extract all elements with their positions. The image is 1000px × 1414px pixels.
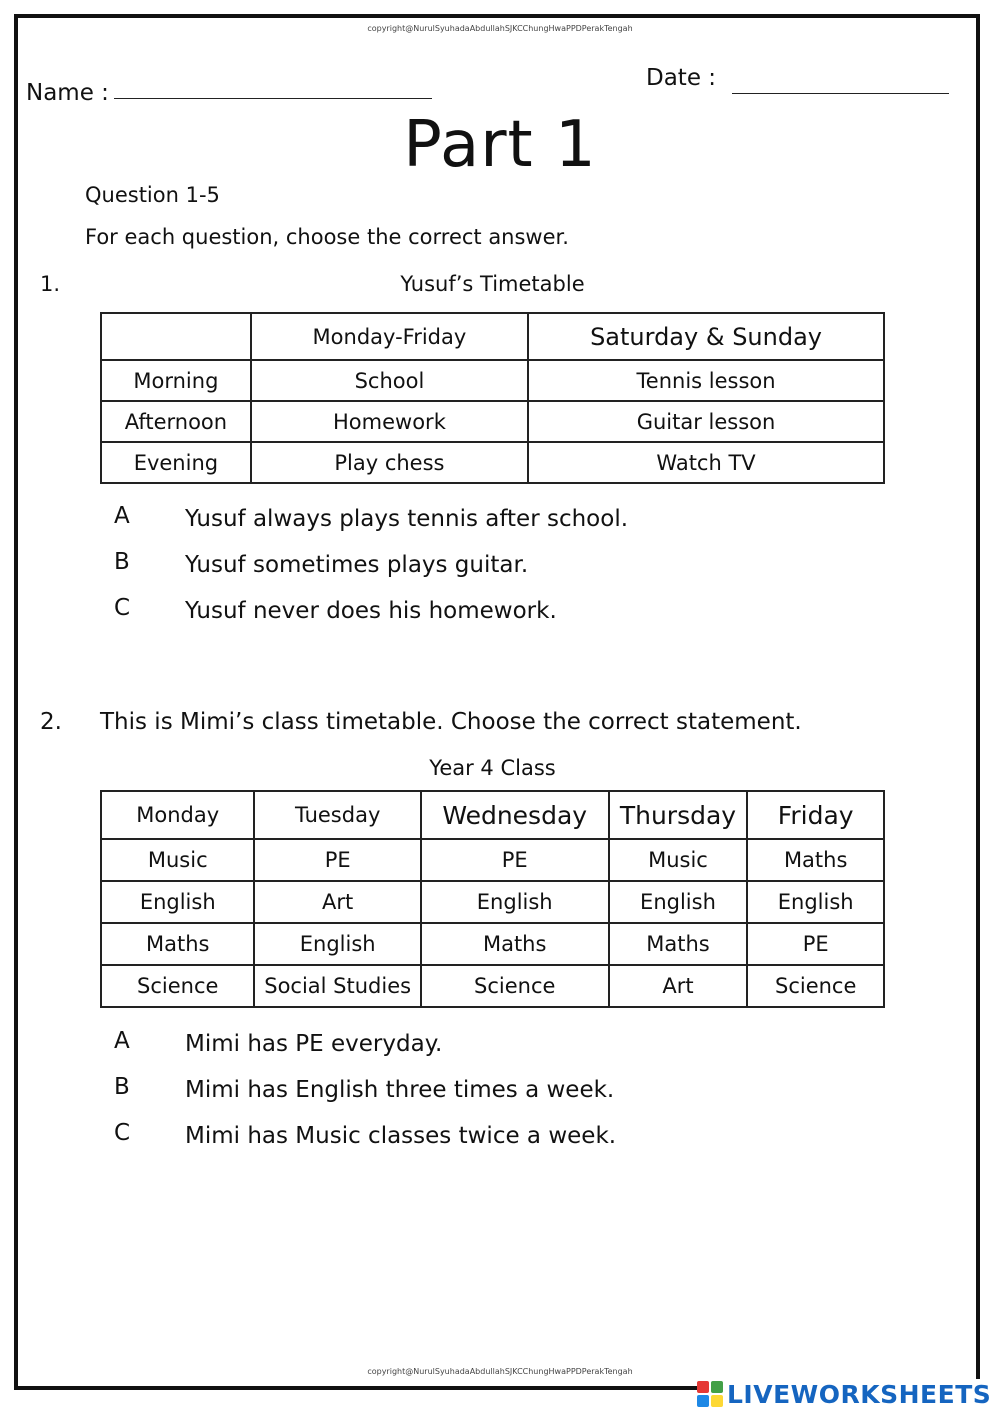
q1-option-a-letter: A <box>114 503 130 529</box>
q2-table-title: Year 4 Class <box>429 756 556 780</box>
copyright-bottom: copyright@NurulSyuhadaAbdullahSJKCChungHwaPPDPerakTengah <box>367 1367 633 1376</box>
table-row <box>101 965 884 1007</box>
q2-option-b[interactable]: Mimi has English three times a week. <box>185 1077 615 1103</box>
logo-square <box>697 1395 709 1407</box>
date-field[interactable] <box>732 93 949 94</box>
q2-option-c[interactable]: Mimi has Music classes twice a week. <box>185 1123 617 1149</box>
q2-option-c-letter: C <box>114 1120 131 1146</box>
q1-option-b-letter: B <box>114 549 130 575</box>
q1-option-b[interactable]: Yusuf sometimes plays guitar. <box>185 552 529 578</box>
table-cell: Homework <box>251 401 528 442</box>
liveworksheets-logo[interactable] <box>697 1379 997 1409</box>
logo-text: LIVEWORKSHEETS <box>727 1379 992 1409</box>
table-cell: Play chess <box>251 442 528 483</box>
table-cell: Tennis lesson <box>528 360 884 401</box>
table-cell: PE <box>254 839 420 881</box>
header-cell: Saturday & Sunday <box>528 313 884 360</box>
table-cell: Art <box>609 965 748 1007</box>
table-row <box>101 923 884 965</box>
table-row <box>101 442 884 483</box>
name-field[interactable] <box>114 98 432 99</box>
date-label: Date : <box>646 65 717 91</box>
question-range: Question 1-5 <box>85 183 220 207</box>
table-cell: Evening <box>101 442 251 483</box>
table-cell: English <box>101 881 254 923</box>
header-cell: Wednesday <box>421 791 609 839</box>
q2-option-b-letter: B <box>114 1074 130 1100</box>
table-cell: PE <box>747 923 884 965</box>
table-row <box>101 401 884 442</box>
table-cell: PE <box>421 839 609 881</box>
q1-option-c[interactable]: Yusuf never does his homework. <box>185 598 557 624</box>
year4-timetable <box>100 790 885 1008</box>
table-row <box>101 839 884 881</box>
liveworksheets-icon <box>697 1381 723 1407</box>
table-cell: Science <box>101 965 254 1007</box>
table-cell: English <box>421 881 609 923</box>
table-cell: English <box>254 923 420 965</box>
table-header-row <box>101 313 884 360</box>
instructions: For each question, choose the correct answer. <box>85 225 569 249</box>
table-header-row <box>101 791 884 839</box>
header-cell: Thursday <box>609 791 748 839</box>
table-cell: Maths <box>101 923 254 965</box>
table-cell: English <box>609 881 748 923</box>
table-cell: School <box>251 360 528 401</box>
table-cell: Watch TV <box>528 442 884 483</box>
q2-prompt: This is Mimi’s class timetable. Choose the correct statement. <box>100 709 802 735</box>
copyright-top: copyright@NurulSyuhadaAbdullahSJKCChungHwaPPDPerakTengah <box>367 24 633 33</box>
q2-option-a-letter: A <box>114 1028 130 1054</box>
header-cell: Monday <box>101 791 254 839</box>
table-cell: Maths <box>609 923 748 965</box>
table-cell: Art <box>254 881 420 923</box>
table-cell: Social Studies <box>254 965 420 1007</box>
header-cell <box>101 313 251 360</box>
page-border <box>14 14 980 1390</box>
table-cell: Music <box>609 839 748 881</box>
q2-option-a[interactable]: Mimi has PE everyday. <box>185 1031 443 1057</box>
table-cell: Guitar lesson <box>528 401 884 442</box>
header-cell: Monday-Friday <box>251 313 528 360</box>
table-cell: Science <box>747 965 884 1007</box>
logo-square <box>711 1381 723 1393</box>
q1-option-a[interactable]: Yusuf always plays tennis after school. <box>185 506 629 532</box>
table-cell: Maths <box>747 839 884 881</box>
table-cell: Science <box>421 965 609 1007</box>
page-title: Part 1 <box>403 108 597 182</box>
q1-number: 1. <box>40 272 61 296</box>
table-cell: Morning <box>101 360 251 401</box>
table-cell: Afternoon <box>101 401 251 442</box>
q1-table-title: Yusuf’s Timetable <box>400 272 585 296</box>
logo-square <box>711 1395 723 1407</box>
logo-square <box>697 1381 709 1393</box>
table-row <box>101 360 884 401</box>
name-label: Name : <box>26 80 109 106</box>
header-cell: Friday <box>747 791 884 839</box>
q1-option-c-letter: C <box>114 595 131 621</box>
table-row <box>101 881 884 923</box>
header-cell: Tuesday <box>254 791 420 839</box>
table-cell: English <box>747 881 884 923</box>
q2-number: 2. <box>40 709 62 735</box>
table-cell: Maths <box>421 923 609 965</box>
table-cell: Music <box>101 839 254 881</box>
yusuf-timetable <box>100 312 885 484</box>
